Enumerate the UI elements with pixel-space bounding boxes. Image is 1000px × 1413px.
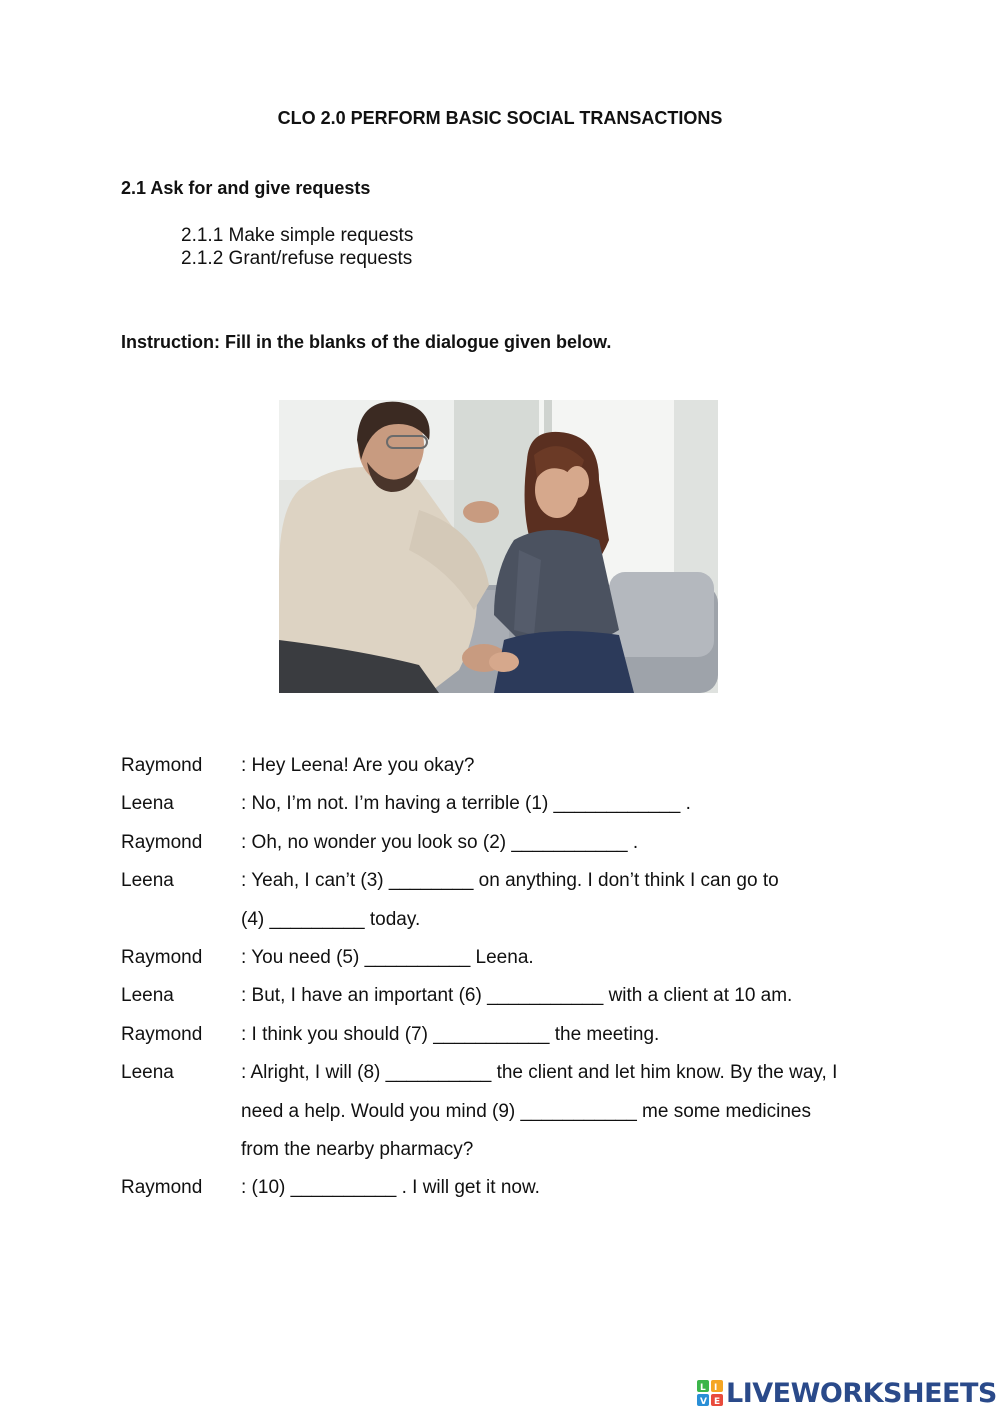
dialogue-line <box>121 1060 901 1098</box>
logo-icon-letter: L <box>700 1383 706 1393</box>
speaker-name: Raymond <box>121 1023 203 1045</box>
instruction-text: Instruction: Fill in the blanks of the dialogue given below. <box>121 332 612 352</box>
section-heading: 2.1 Ask for and give requests <box>121 178 371 198</box>
dialogue-text: : (10) __________ . I will get it now. <box>241 1177 540 1199</box>
dialogue-text: : I think you should (7) ___________ the meeting. <box>241 1023 660 1045</box>
logo-icon-letter: V <box>700 1397 707 1406</box>
dialogue-text: : Hey Leena! Are you okay? <box>241 755 475 776</box>
dialogue-text: : Oh, no wonder you look so (2) ___________ . <box>241 831 639 853</box>
speaker-name: Raymond <box>121 946 203 968</box>
subitem-list <box>181 224 413 270</box>
dialogue-line <box>121 830 901 868</box>
dialogue-text: : You need (5) __________ Leena. <box>241 946 534 968</box>
dialogue-line <box>121 791 901 829</box>
logo-text: LIVEWORKSHEETS <box>726 1377 997 1409</box>
dialogue-photo <box>279 400 718 693</box>
dialogue-line <box>121 868 901 906</box>
dialogue-line <box>121 907 901 945</box>
dialogue-line <box>121 753 901 791</box>
speaker-name: Raymond <box>121 1177 203 1199</box>
dialogue-text: from the nearby pharmacy? <box>241 1138 474 1160</box>
dialogue-line <box>121 983 901 1021</box>
speaker-name <box>121 907 241 945</box>
logo-icon-letter: I <box>714 1383 718 1393</box>
dialogue-line <box>121 1099 901 1137</box>
speaker-name: Leena <box>121 1062 174 1084</box>
dialogue-text: : Yeah, I can’t (3) ________ on anything. I don’t think I can go to <box>241 870 779 892</box>
speaker-name: Raymond <box>121 755 203 776</box>
dialogue-text: (4) _________ today. <box>241 908 421 930</box>
dialogue-line <box>121 1137 901 1175</box>
dialogue-text: : Alright, I will (8) __________ the client and let him know. By the way, I <box>241 1062 838 1084</box>
dialogue-line <box>121 945 901 983</box>
subitem: 2.1.2 Grant/refuse requests <box>181 248 413 269</box>
speaker-name <box>121 1099 241 1137</box>
worksheet-title: CLO 2.0 PERFORM BASIC SOCIAL TRANSACTIONS <box>277 108 723 128</box>
liveworksheets-logo-icon <box>697 1380 723 1406</box>
dialogue-text: : But, I have an important (6) ___________ with a client at 10 am. <box>241 985 793 1007</box>
dialogue-text: need a help. Would you mind (9) ___________ me some medicines <box>241 1100 811 1122</box>
dialogue-line <box>121 1022 901 1060</box>
speaker-name: Leena <box>121 793 174 815</box>
dialogue-text: : No, I’m not. I’m having a terrible (1) ____________ . <box>241 793 691 815</box>
dialogue <box>121 753 901 1214</box>
speaker-name <box>121 1137 241 1175</box>
subitem: 2.1.1 Make simple requests <box>181 225 414 246</box>
speaker-name: Leena <box>121 870 174 892</box>
speaker-name: Leena <box>121 985 174 1007</box>
logo-icon-letter: E <box>714 1397 721 1406</box>
dialogue-line <box>121 1175 901 1213</box>
liveworksheets-logo[interactable] <box>697 1376 997 1410</box>
speaker-name: Raymond <box>121 831 203 853</box>
